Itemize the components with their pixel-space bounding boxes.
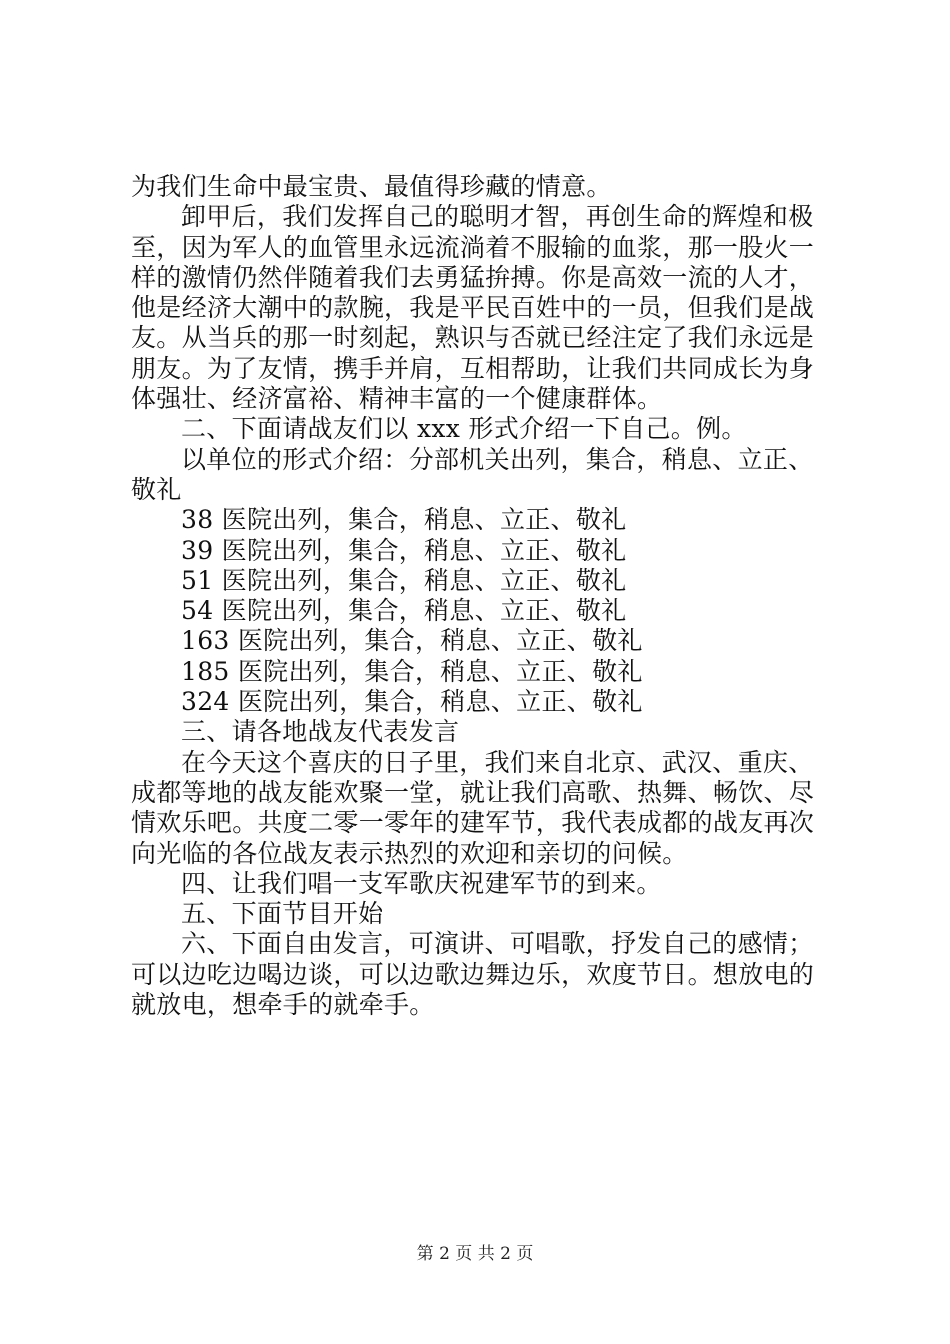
text-line: 体强壮、经济富裕、精神丰富的一个健康群体。: [131, 384, 663, 414]
section-heading: 四、让我们唱一支军歌庆祝建军节的到来。: [181, 868, 662, 898]
text-line: 就放电，想牵手的就牵手。: [131, 990, 435, 1020]
section-heading: 二、下面请战友们以 xxx 形式介绍一下自己。例。: [181, 414, 747, 444]
text-line: 至，因为军人的血管里永远流淌着不服输的血浆，那一股火一: [131, 232, 815, 262]
text-line: 以单位的形式介绍：分部机关出列，集合，稍息、立正、: [181, 444, 814, 474]
list-item: 324 医院出列，集合，稍息、立正、敬礼: [181, 687, 643, 717]
text-line: 样的激情仍然伴随着我们去勇猛拚搏。你是高效一流的人才，: [131, 262, 815, 292]
text-line: 友。从当兵的那一时刻起，熟识与否就已经注定了我们永远是: [131, 323, 815, 353]
list-item: 38 医院出列，集合，稍息、立正、敬礼: [181, 505, 627, 535]
section-heading: 六、下面自由发言，可演讲、可唱歌，抒发自己的感情；: [181, 929, 814, 959]
text-line: 为我们生命中最宝贵、最值得珍藏的情意。: [131, 172, 612, 201]
text-line: 情欢乐吧。共度二零一零年的建军节，我代表成都的战友再次: [131, 808, 815, 838]
section-heading: 三、请各地战友代表发言: [181, 717, 460, 747]
section-heading: 五、下面节目开始: [181, 899, 384, 929]
text-line: 成都等地的战友能欢聚一堂，就让我们高歌、热舞、畅饮、尽: [131, 777, 815, 807]
page-footer: [0, 1244, 950, 1264]
text-line: 敬礼: [131, 474, 182, 504]
list-item: 54 医院出列，集合，稍息、立正、敬礼: [181, 596, 627, 626]
text-line: 卸甲后，我们发挥自己的聪明才智，再创生命的辉煌和极: [181, 202, 814, 232]
list-item: 51 医院出列，集合，稍息、立正、敬礼: [181, 565, 627, 595]
list-item: 163 医院出列，集合，稍息、立正、敬礼: [181, 626, 643, 656]
document-body: [131, 172, 831, 1020]
text-line: 他是经济大潮中的款腕，我是平民百姓中的一员，但我们是战: [131, 293, 815, 323]
list-item: 185 医院出列，集合，稍息、立正、敬礼: [181, 656, 643, 686]
list-item: 39 医院出列，集合，稍息、立正、敬礼: [181, 535, 627, 565]
text-line: 朋友。为了友情，携手并肩，互相帮助，让我们共同成长为身: [131, 353, 815, 383]
page-number: 第 2 页 共 2 页: [416, 1244, 534, 1264]
text-line: 可以边吃边喝边谈，可以边歌边舞边乐，欢度节日。想放电的: [131, 959, 815, 989]
text-line: 向光临的各位战友表示热烈的欢迎和亲切的问候。: [131, 838, 688, 868]
text-line: 在今天这个喜庆的日子里，我们来自北京、武汉、重庆、: [181, 747, 814, 777]
